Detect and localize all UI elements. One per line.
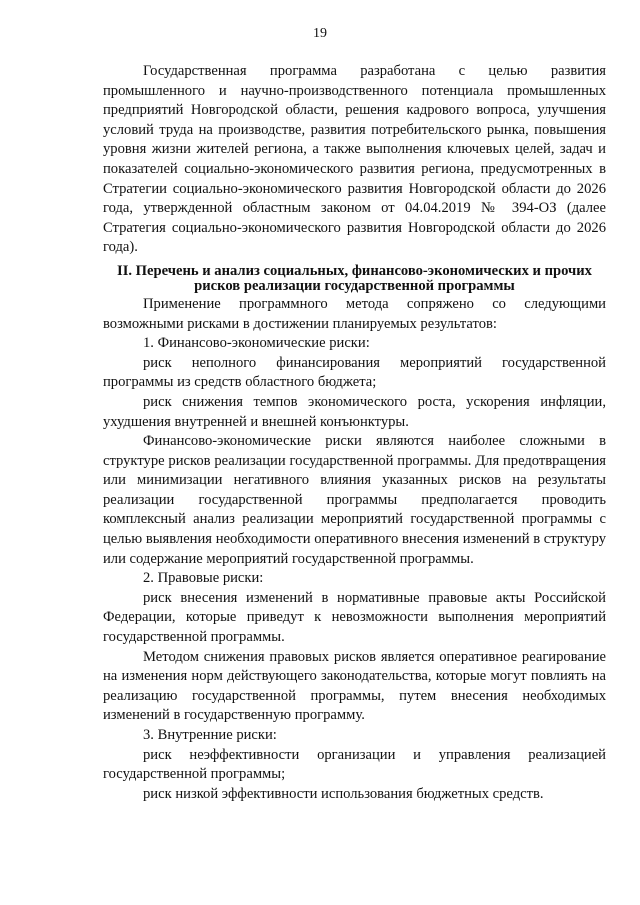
paragraph-financial-risk-2: риск снижения темпов экономического роста, ускорения инфляции, ухудшения внутренней и внешней конъюнктуры. (103, 393, 606, 430)
paragraph-internal-risk-1: риск неэффективности организации и управления реализацией государственной программы; (103, 746, 606, 783)
paragraph-risks-intro: Применение программного метода сопряжено со следующими возможными рисками в достижении планируемых результатов: (103, 295, 606, 332)
paragraph-financial-risks-title: 1. Финансово-экономические риски: (143, 335, 370, 352)
paragraph-legal-risks-mitigation: Методом снижения правовых рисков является оперативное реагирование на изменения норм действующего законодательства, которые могут повлиять на реализацию государственной программы, путем внесения необходимых изменений в государственную программу. (103, 648, 606, 724)
paragraph-legal-risks-title: 2. Правовые риски: (143, 570, 264, 587)
paragraph-internal-risks-title: 3. Внутренние риски: (143, 727, 277, 743)
document-body (103, 62, 606, 804)
paragraph-financial-risks-analysis: Финансово-экономические риски являются наиболее сложными в структуре рисков реализации государственной программы. Для предотвращения или минимизации негативного влияния указанных рисков на результаты реализации государственной программы предполагается проводить комплексный анализ реализации мероприятий государственной программы с целью выявления необходимости оперативного внесения изменений в структуру или содержание мероприятий государственной программы. (103, 433, 606, 567)
paragraph-financial-risk-1: риск неполного финансирования мероприятий государственной программы из средств областного бюджета; (103, 354, 606, 391)
paragraph-legal-risk-1: риск внесения изменений в нормативные правовые акты Российской Федерации, которые приведут к невозможности выполнения мероприятий государственной программы. (103, 589, 606, 646)
paragraph-program-goal: Государственная программа разработана с целью развития промышленного и научно-производственного потенциала промышленных предприятий Новгородской области, решения кадрового вопроса, улучшения условий труда на производстве, развития потребительского рынка, повышения уровня жизни жителей региона, а также выполнения ключевых целей, задач и показателей социально-экономического развития региона, предусмотренных в Стратегии социально-экономического развития Новгородской области до 2026 года, утвержденной областным законом от 04.04.2019 № 394-ОЗ (далее Стратегия социально-экономического развития Новгородской области до 2026 года). (103, 63, 606, 256)
paragraph-internal-risk-2: риск низкой эффективности использования бюджетных средств. (143, 785, 544, 802)
section-heading: II. Перечень и анализ социальных, финансово-экономических и прочих рисков реализации государственной программы (117, 262, 592, 295)
page-number: 19 (313, 26, 327, 41)
